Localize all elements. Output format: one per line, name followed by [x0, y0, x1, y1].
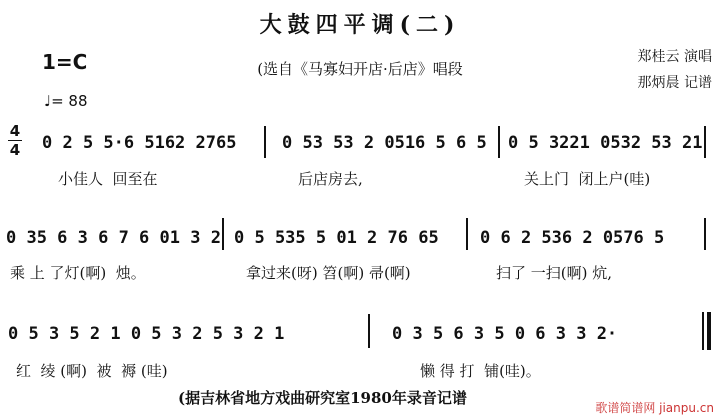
subtitle: (选自《马寡妇开店·后店》唱段 [257, 60, 463, 78]
transcriber-credit: 那炳晨 记谱 [637, 75, 712, 91]
notation-system-2-measure-3: 0 6 2 536 2 0576 5 [480, 228, 665, 248]
lyrics-system-2-measure-2: 拿过来(呀) 笤(啊) 帚(啊) [246, 264, 411, 282]
barline [222, 218, 224, 250]
key-signature: 1=C [42, 50, 88, 74]
lyrics-system-1-measure-3: 关上门 闭上户(哇) [524, 170, 651, 188]
notation-system-3-measure-2: 0 3 5 6 3 5 0 6 3 3 2· [392, 324, 618, 344]
final-barline-thick [707, 312, 711, 350]
lyrics-system-2-measure-1: 乘 上 了灯(啊) 烛。 [10, 264, 146, 282]
time-signature-bottom: 4 [9, 141, 21, 159]
tempo-marking [44, 92, 88, 110]
notation-system-1-measure-2: 0 53 53 2 0516 5 6 5 [282, 133, 487, 153]
lyrics-system-1-measure-2: 后店房去, [298, 170, 363, 188]
barline [704, 126, 706, 158]
notation-system-2-measure-1: 0 35 6 3 6 7 6 01 3 2 [6, 228, 221, 248]
time-signature [8, 123, 22, 158]
lyrics-system-3-measure-1: 红 绫 (啊) 被 褥 (哇) [16, 362, 168, 380]
barline [704, 218, 706, 250]
barline [466, 218, 468, 250]
notation-system-1-measure-1: 0 2 5 5·6 5162 2765 [42, 133, 237, 153]
barline [498, 126, 500, 158]
tempo-value: = 88 [51, 92, 88, 110]
notation-system-2-measure-2: 0 5 535 5 01 2 76 65 [234, 228, 439, 248]
notation-system-3-measure-1: 0 5 3 5 2 1 0 5 3 2 5 3 2 1 [8, 324, 285, 344]
notation-system-1-measure-3: 0 5 3221 0532 53 21 [508, 133, 703, 153]
watermark: 歌谱简谱网 jianpu.cn [595, 401, 714, 415]
time-signature-top: 4 [9, 122, 21, 140]
lyrics-system-1-measure-1: 小佳人 回至在 [58, 170, 158, 188]
page-title: 大鼓四平调(二) [259, 12, 461, 38]
final-barline-thin [702, 312, 704, 350]
lyrics-system-3-measure-2: 懒 得 打 铺(哇)。 [420, 362, 541, 380]
barline [264, 126, 266, 158]
lyrics-system-2-measure-3: 扫了 一扫(啊) 炕, [496, 264, 613, 282]
singer-credit: 郑桂云 演唱 [637, 49, 712, 65]
quarter-note-icon: ♩ [44, 92, 52, 110]
source-note: (据吉林省地方戏曲研究室1980年录音记谱 [178, 389, 467, 407]
barline [368, 314, 370, 348]
